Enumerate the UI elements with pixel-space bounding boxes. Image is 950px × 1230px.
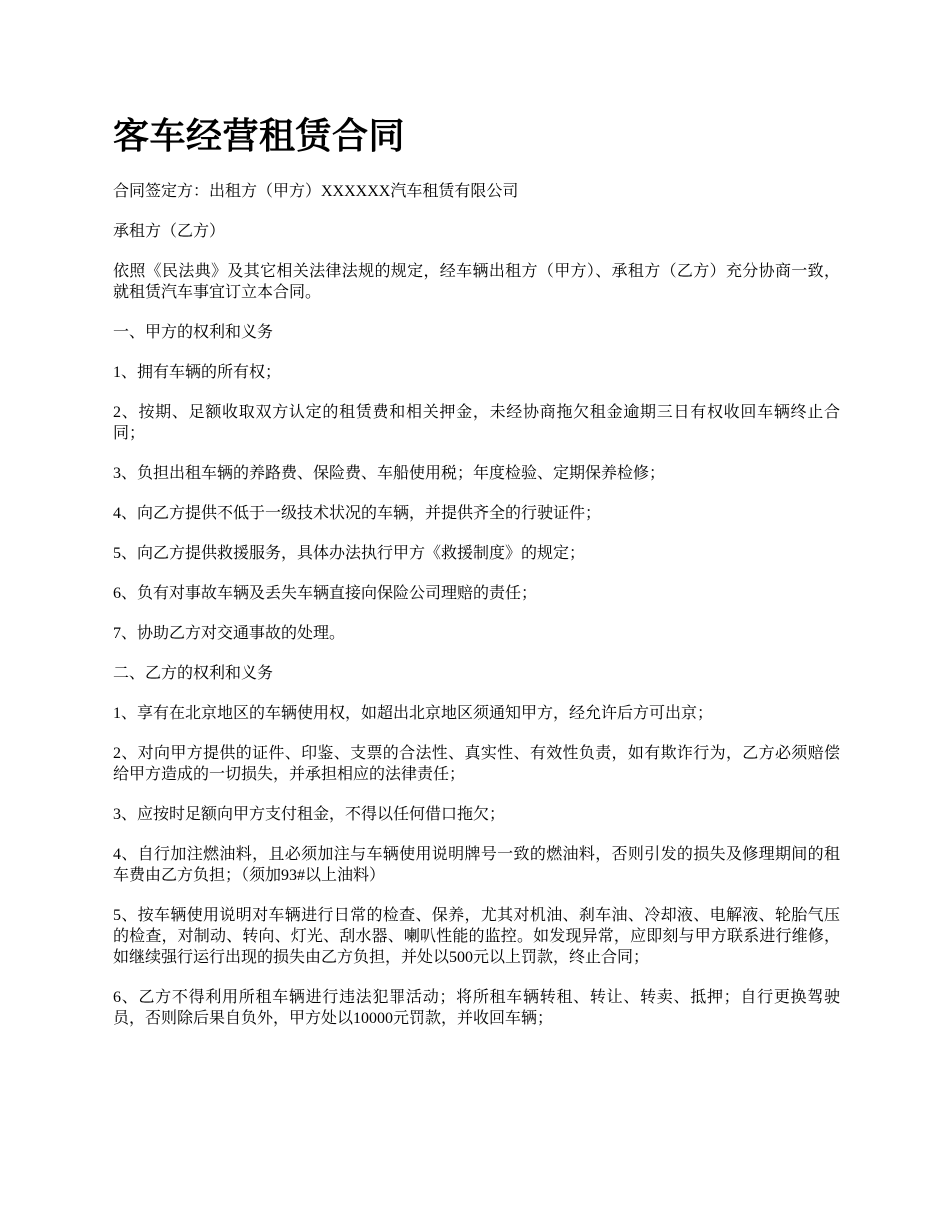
party-b-clause-2: 2、对向甲方提供的证件、印鉴、支票的合法性、真实性、有效性负责，如有欺诈行为，乙方必须赔偿给甲方造成的一切损失，并承担相应的法律责任； xyxy=(113,745,840,783)
document-body xyxy=(113,181,840,1048)
party-a-clause-6: 6、负有对事故车辆及丢失车辆直接向保险公司理赔的责任； xyxy=(113,585,538,602)
party-a-clause-3: 3、负担出租车辆的养路费、保险费、车船使用税；年度检验、定期保养检修； xyxy=(113,465,666,482)
party-b-clause-4: 4、自行加注燃油料，且必须加注与车辆使用说明牌号一致的燃油料，否则引发的损失及修理期间的租车费由乙方负担；（须加93#以上油料） xyxy=(113,846,840,884)
party-a-clause-5: 5、向乙方提供救援服务，具体办法执行甲方《救援制度》的规定； xyxy=(113,545,586,562)
signing-party-line: 合同签定方：出租方（甲方）XXXXXX汽车租赁有限公司 xyxy=(113,183,519,200)
lessee-line: 承租方（乙方） xyxy=(113,223,226,240)
party-b-clause-3: 3、应按时足额向甲方支付租金，不得以任何借口拖欠； xyxy=(113,806,506,823)
preamble-paragraph: 依照《民法典》及其它相关法律法规的规定，经车辆出租方（甲方）、承租方（乙方）充分协商一致，就租赁汽车事宜订立本合同。 xyxy=(113,263,840,301)
party-b-clause-1: 1、享有在北京地区的车辆使用权，如超出北京地区须通知甲方，经允许后方可出京； xyxy=(113,705,714,722)
section-heading-party-b: 二、乙方的权利和义务 xyxy=(113,665,274,682)
party-a-clause-7: 7、协助乙方对交通事故的处理。 xyxy=(113,625,346,642)
party-a-clause-1: 1、拥有车辆的所有权； xyxy=(113,364,282,381)
document-title: 客车经营租赁合同 xyxy=(113,116,406,156)
party-a-clause-4: 4、向乙方提供不低于一级技术状况的车辆，并提供齐全的行驶证件； xyxy=(113,505,602,522)
party-a-clause-2: 2、按期、足额收取双方认定的租赁费和相关押金，未经协商拖欠租金逾期三日有权收回车辆终止合同； xyxy=(113,404,840,442)
party-b-clause-5: 5、按车辆使用说明对车辆进行日常的检查、保养，尤其对机油、刹车油、冷却液、电解液、轮胎气压的检查，对制动、转向、灯光、刮水器、喇叭性能的监控。如发现异常，应即刻与甲方联系进行维修，如继续强行运行出现的损失由乙方负担，并处以500元以上罚款，终止合同； xyxy=(113,907,840,966)
section-heading-party-a: 一、甲方的权利和义务 xyxy=(113,324,274,341)
party-b-clause-6: 6、乙方不得利用所租车辆进行违法犯罪活动；将所租车辆转租、转让、转卖、抵押；自行更换驾驶员，否则除后果自负外，甲方处以10000元罚款，并收回车辆； xyxy=(113,989,840,1027)
